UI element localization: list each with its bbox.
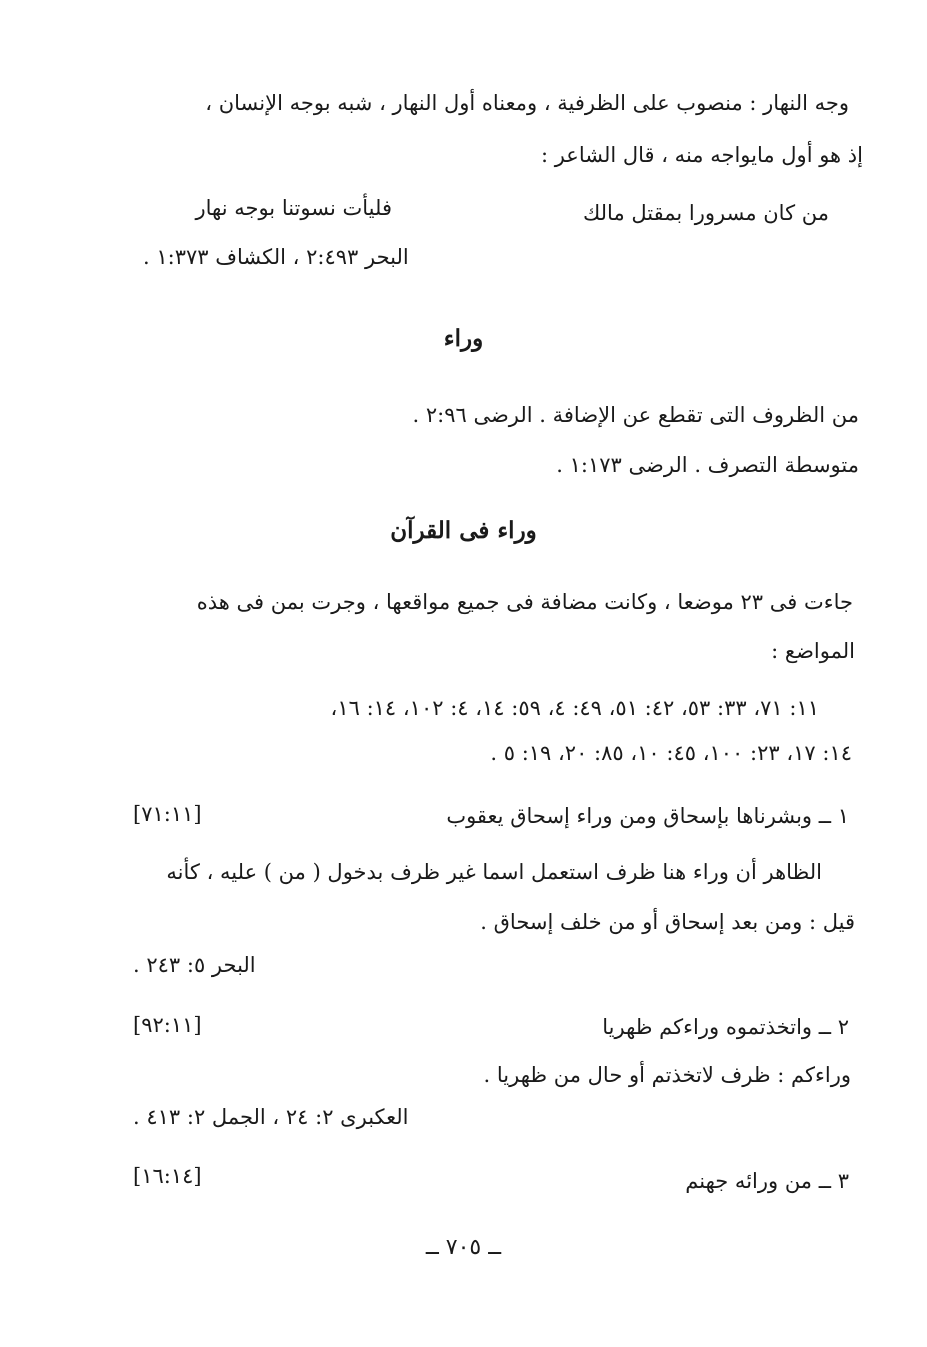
entry-2-reference: [٩٢:١١] — [133, 1013, 202, 1037]
entry-3-verse: ٣ ــ من ورائه جهنم — [685, 1169, 849, 1193]
heading-waraa: وراء — [443, 325, 484, 352]
page-number: ــ ٧٠٥ ــ — [425, 1235, 502, 1260]
waraa-line-1: من الظروف التى تقطع عن الإضافة . الرضى ٢:٩٦ . — [412, 403, 859, 427]
entry-1-reference: [٧١:١١] — [133, 802, 202, 826]
entry-1-note-1: الظاهر أن وراء هنا ظرف استعمل اسما غير ظرف بدخول ( من ) عليه ، كأنه — [166, 860, 822, 884]
intro-source: البحر ٢:٤٩٣ ، الكشاف ١:٣٧٣ . — [143, 245, 409, 269]
entry-3-reference: [١٦:١٤] — [133, 1164, 202, 1188]
entry-1-source: البحر ٥: ٢٤٣ . — [133, 953, 256, 977]
verse-hemistich-left: فليأت نسوتنا بوجه نهار — [195, 196, 392, 220]
entry-1-verse: ١ ــ وبشرناها بإسحاق ومن وراء إسحاق يعقوب — [446, 804, 849, 828]
intro-line-1: وجه النهار : منصوب على الظرفية ، ومعناه أول النهار ، شبه بوجه الإنسان ، — [205, 91, 849, 115]
heading-waraa-quran: وراء فى القرآن — [390, 517, 537, 544]
quran-line-2: المواضع : — [771, 639, 855, 663]
waraa-line-2: متوسطة التصرف . الرضى ١:١٧٣ . — [556, 453, 859, 477]
intro-line-2: إذ هو أول مايواجه منه ، قال الشاعر : — [540, 143, 863, 167]
quran-line-1: جاءت فى ٢٣ موضعا ، وكانت مضافة فى جميع مواقعها ، وجرت بمن فى هذه — [196, 590, 853, 614]
entry-2-source: العكبرى ٢: ٢٤ ، الجمل ٢: ٤١٣ . — [133, 1105, 409, 1129]
entry-2-note: وراءكم : ظرف لاتخذتم أو حال من ظهريا . — [483, 1063, 851, 1087]
verse-references-2: ١٤: ١٧، ٢٣: ١٠٠، ٤٥: ١٠، ٨٥: ٢٠، ١٩: ٥ . — [490, 741, 852, 765]
entry-1-note-2: قيل : ومن بعد إسحاق أو من خلف إسحاق . — [480, 910, 855, 934]
verse-references-1: ١١: ٧١، ٣٣: ٥٣، ٤٢: ٥١، ٤٩: ٤، ٥٩: ١٤، ٤: ١٠٢، ١٤: ١٦، — [330, 696, 819, 720]
entry-2-verse: ٢ ــ واتخذتموه وراءكم ظهريا — [602, 1015, 849, 1039]
verse-hemistich-right: من كان مسرورا بمقتل مالك — [582, 201, 829, 225]
